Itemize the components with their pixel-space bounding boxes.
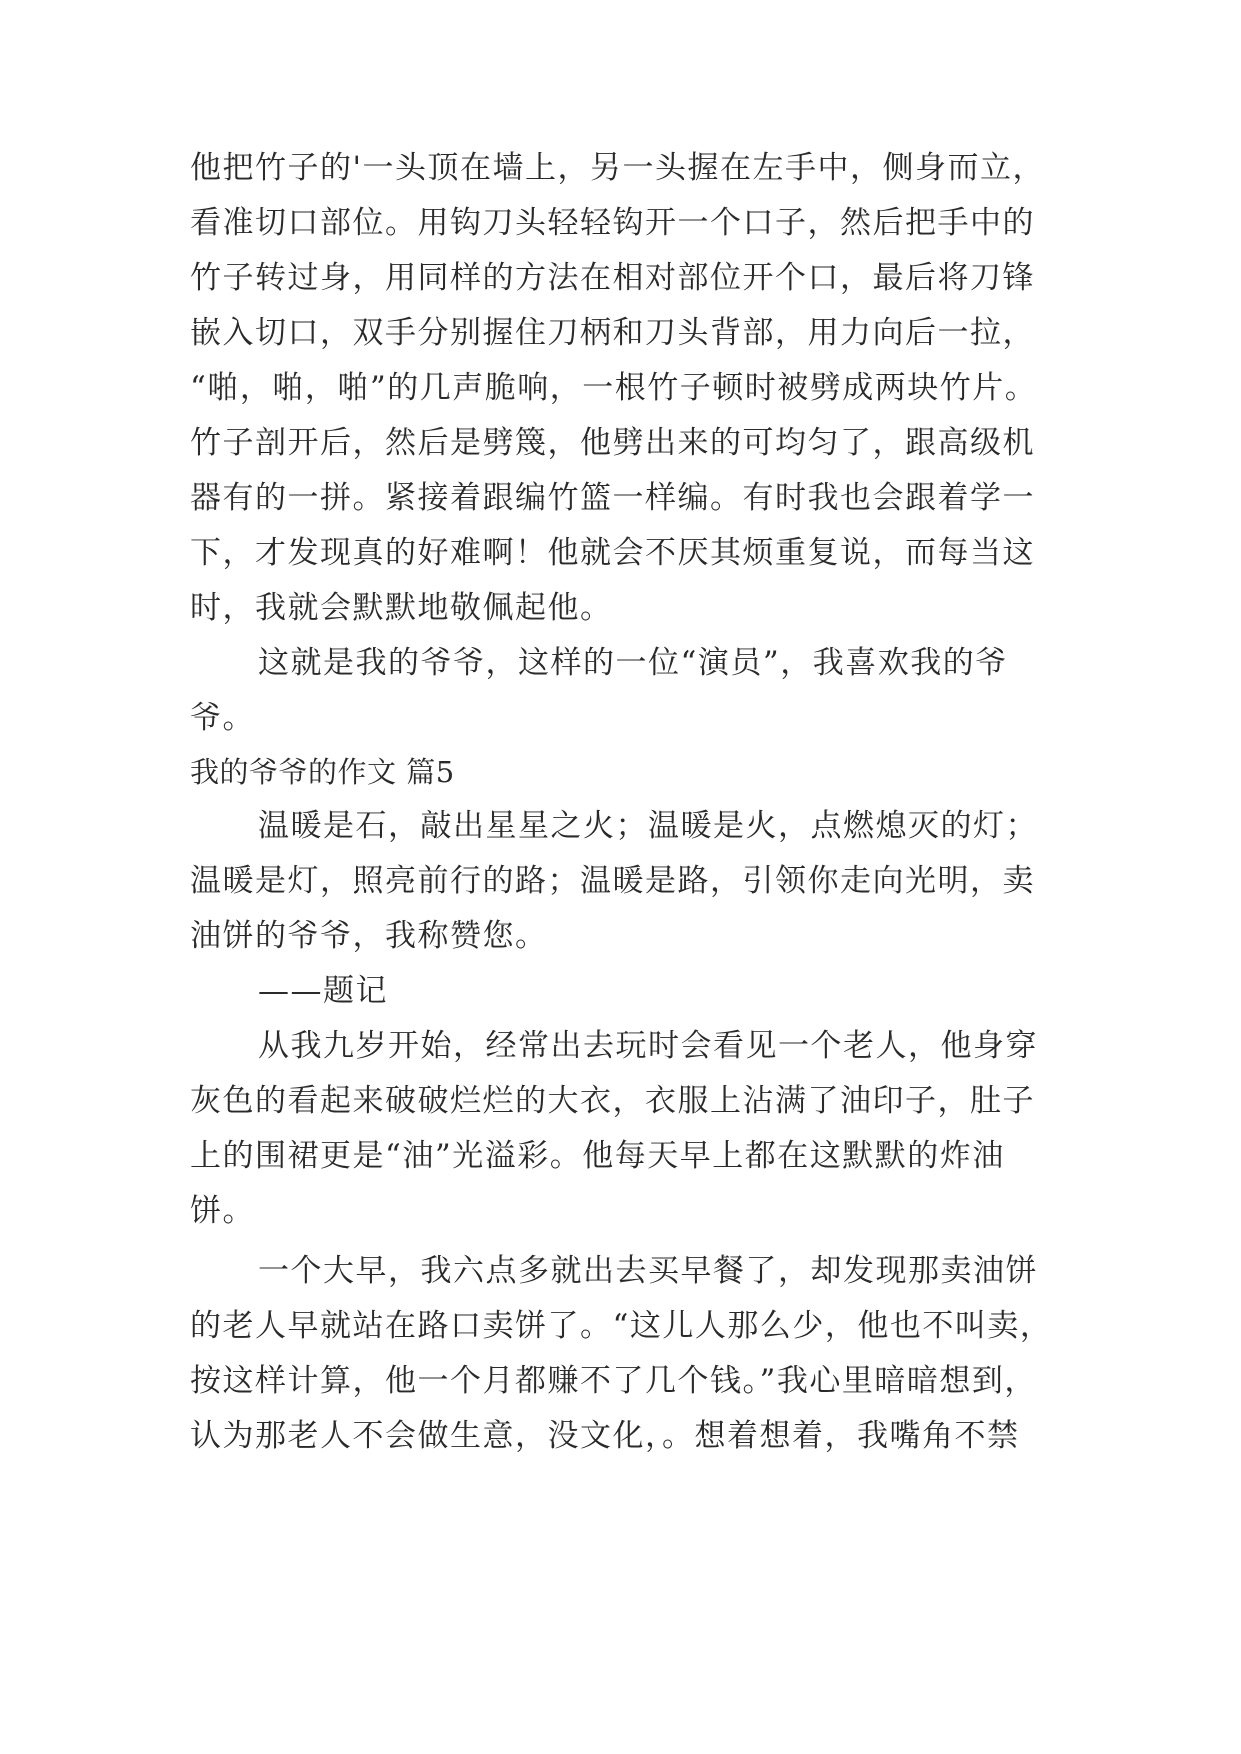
text-line: 认为那老人不会做生意，没文化，。想着想着，我嘴角不禁 bbox=[190, 1418, 1020, 1454]
text-line: 一个大早，我六点多就出去买早餐了，却发现那卖油饼 bbox=[258, 1253, 1038, 1289]
text-line: 温暖是石，敲出星星之火；温暖是火，点燃熄灭的灯； bbox=[258, 808, 1038, 844]
text-line: 的老人早就站在路口卖饼了。“这儿人那么少，他也不叫卖， bbox=[190, 1308, 1053, 1344]
epigraph-line: ——题记 bbox=[258, 973, 388, 1009]
text-line: 他把竹子的'一头顶在墙上，另一头握在左手中，侧身而立， bbox=[190, 150, 1046, 186]
text-line: 下，才发现真的好难啊！他就会不厌其烦重复说，而每当这 bbox=[190, 535, 1035, 571]
section-heading: 我的爷爷的作文 篇5 bbox=[190, 755, 455, 789]
text-line: 灰色的看起来破破烂烂的大衣，衣服上沾满了油印子，肚子 bbox=[190, 1083, 1035, 1119]
text-line: 竹子剖开后，然后是劈篾，他劈出来的可均匀了，跟高级机 bbox=[190, 425, 1035, 461]
text-line: 嵌入切口，双手分别握住刀柄和刀头背部，用力向后一拉， bbox=[190, 315, 1035, 351]
text-line: “啪，啪，啪”的几声脆响，一根竹子顿时被劈成两块竹片。 bbox=[190, 370, 1038, 406]
text-line: 温暖是灯，照亮前行的路；温暖是路，引领你走向光明，卖 bbox=[190, 863, 1035, 899]
text-line: 器有的一拼。紧接着跟编竹篮一样编。有时我也会跟着学一 bbox=[190, 480, 1035, 516]
text-line: 这就是我的爷爷，这样的一位“演员”，我喜欢我的爷 bbox=[258, 645, 1008, 681]
text-line: 上的围裙更是“油”光溢彩。他每天早上都在这默默的炸油 bbox=[190, 1138, 1005, 1174]
text-line: 按这样计算，他一个月都赚不了几个钱。”我心里暗暗想到， bbox=[190, 1363, 1037, 1399]
text-line: 看准切口部位。用钩刀头轻轻钩开一个口子，然后把手中的 bbox=[190, 205, 1035, 241]
text-line: 时，我就会默默地敬佩起他。 bbox=[190, 590, 613, 626]
text-line: 油饼的爷爷，我称赞您。 bbox=[190, 918, 548, 954]
text-line: 饼。 bbox=[190, 1193, 255, 1229]
text-line: 从我九岁开始，经常出去玩时会看见一个老人，他身穿 bbox=[258, 1028, 1038, 1064]
text-line: 爷。 bbox=[190, 700, 255, 736]
text-line: 竹子转过身，用同样的方法在相对部位开个口，最后将刀锋 bbox=[190, 260, 1035, 296]
